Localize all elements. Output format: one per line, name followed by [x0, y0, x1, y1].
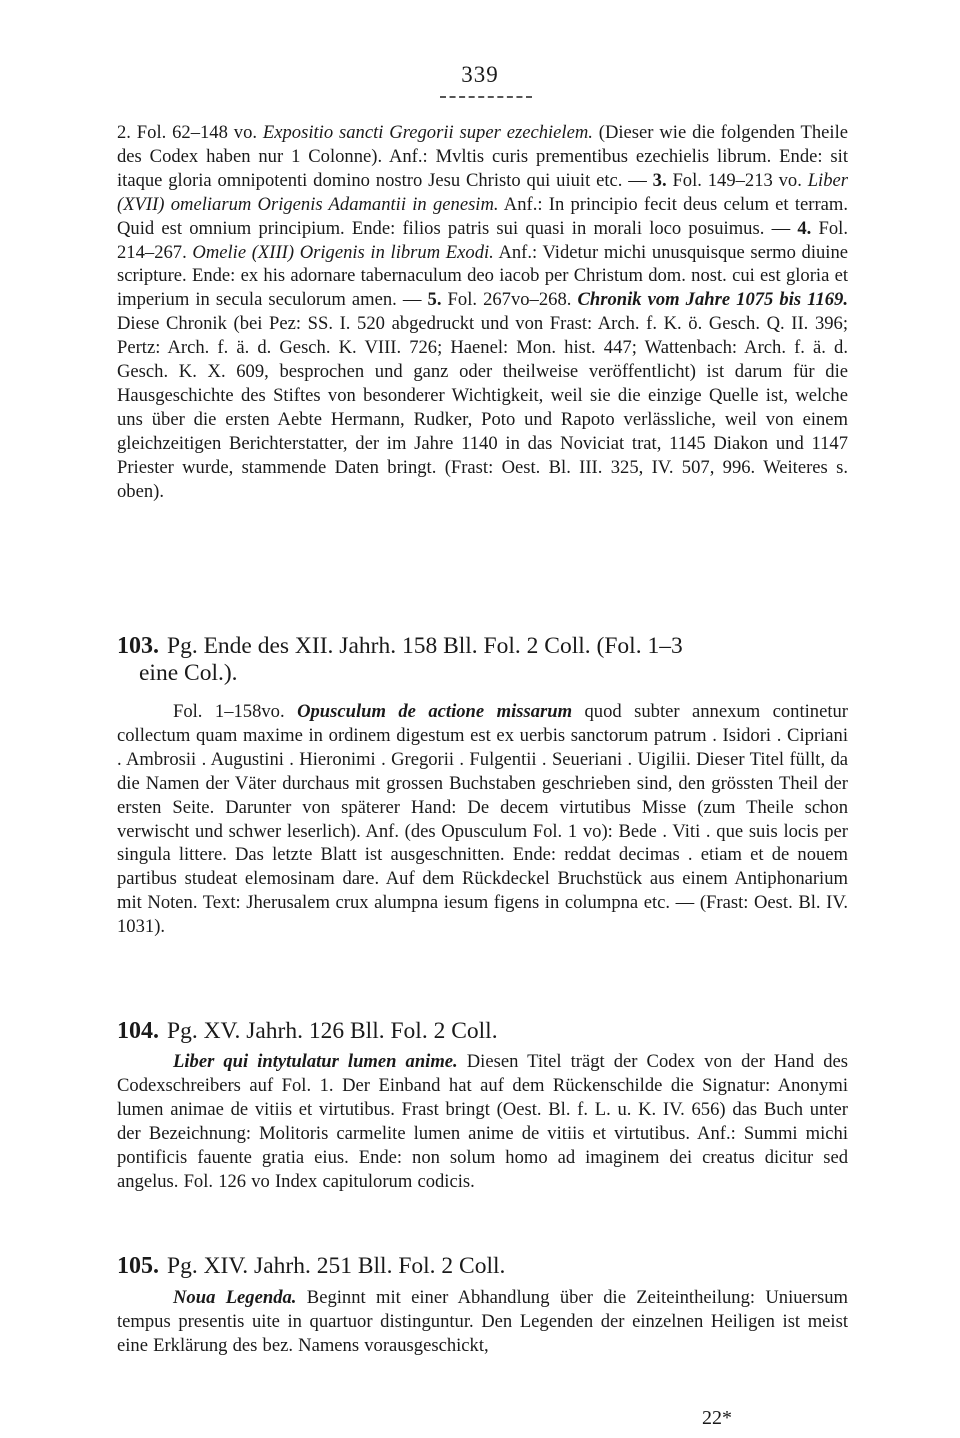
italic-title-run: Omelie (XIII) Origenis in librum Exodi.	[192, 241, 494, 263]
bold-italic-title-run: Noua Legenda.	[173, 1287, 297, 1308]
text-run: Beginnt mit einer Abhandlung über die Zeiteintheilung: Uniuersum tempus presentis uite in quartuor distinguntur. Den Legenden der einzelnen Heiligen ist meist eine Erklärung des bez. Namens vorausgeschickt,	[117, 1287, 849, 1356]
entry-103-body	[117, 700, 848, 939]
entry-body-text	[117, 1286, 848, 1358]
bold-number-run: 4.	[797, 217, 812, 239]
bold-italic-title-run: Opusculum de actione missarum	[297, 701, 573, 722]
text-run: Diesen Titel trägt der Codex von der Hand des Codexschreibers auf Fol. 1. Der Einband hat auf dem Rückenschilde die Signatur: Anonymi lumen animae de vitiis et virtutibus. Frast bringt (Oest. Bl. f. L. u. K. IV. 656) das Buch unter der Bezeichnung: Molitoris carmelite lumen anime de vitiis et virtutibus. Anf.: Summi michi pontificis fauente gratia eius. Ende: non solum homo ad imaginem dei creatus dicitur sed angelus. Fol. 126 vo Index capitulorum codicis.	[117, 1051, 848, 1192]
text-run: Anf.: Videtur michi unusquisque sermo diuine scripture. Ende: ex his adornare tabernaculum deo iacob per Christum dom. nost. cui est gloria et imperium in secula seculorum amen. —	[117, 241, 849, 311]
entry-103-heading	[117, 633, 848, 687]
bold-number-run: 3.	[652, 169, 667, 191]
italic-title-run: Expositio sancti Gregorii super ezechielem.	[262, 122, 593, 143]
entry-number: 103.	[117, 633, 159, 659]
text-run: Fol. 214–267.	[117, 217, 848, 263]
page-number: 339	[461, 62, 499, 87]
text-run: Fol. 149–213 vo.	[666, 169, 808, 191]
text-run: 2. Fol. 62–148 vo.	[117, 122, 263, 143]
entry-105-body	[117, 1286, 848, 1358]
bold-italic-title-run: Chronik vom Jahre 1075 bis 1169.	[577, 289, 848, 311]
entry-heading-text: Pg. Ende des XII. Jahrh. 158 Bll. Fol. 2 Coll. (Fol. 1–3	[167, 633, 683, 659]
entry-number: 104.	[117, 1018, 159, 1044]
text-run: Fol. 1–158vo.	[173, 701, 298, 722]
entry-102-body	[117, 121, 848, 504]
text-run: Fol. 267vo–268.	[441, 289, 578, 311]
text-run: quod subter annexum continetur collectum quam maxime in ordinem digestum est ex uerbis sanctorum patrum . Isidori . Cipriani . Ambrosii . Augustini . Hieronimi . Gregorii . Fulgentii . Seueriani . Uigilii. Dieser Titel füllt, da die Namen der Väter durchaus mit grossen Buchstaben geschrieben sind, den grössten Theil der ersten Seite. Darunter von späterer Hand: De decem virtutibus Misse (zum Theile schon verwischt und schwer leserlich). Anf. (des Opusculum Fol. 1 vo): Bede . Viti . que suis locis per singula littere. Das letzte Blatt ist ausgeschnitten. Ende: reddat decimas . etiam et de nouem partibus studeat elemosinam dare. Auf dem Rückdeckel Bruchstück aus einem Antiphonarium mit Noten. Text: Jherusalem crux alumpna iesum figens in columpna etc. — (Frast: Oest. Bl. IV. 1031).	[117, 701, 848, 938]
entry-104-heading	[117, 1018, 848, 1045]
text-run: (Dieser wie die folgenden Theile des Codex haben nur 1 Colonne). Anf.: Mvltis curis prementibus ezechielis librum. Ende: sit itaque gloria omnipotenti domino nostro Jesu Christo qui uiuit etc. —	[117, 122, 849, 191]
entry-heading-text: Pg. XIV. Jahrh. 251 Bll. Fol. 2 Coll.	[167, 1253, 506, 1279]
signature-mark: 22*	[702, 1407, 732, 1429]
entry-105-heading	[117, 1253, 848, 1280]
entry-104-body	[117, 1050, 848, 1193]
bold-number-run: 5.	[427, 289, 442, 311]
entry-body-text	[117, 700, 848, 939]
entry-body-text	[117, 1050, 848, 1193]
entry-102-continued	[117, 121, 848, 504]
entry-heading-continuation: eine Col.).	[139, 660, 238, 686]
text-run: Anf.: In principio fecit deus celum et terram. Quid est omnium principium. Ende: filios patris sui quasi in morali loco posuimus. —	[117, 193, 849, 239]
text-run: Diese Chronik (bei Pez: SS. I. 520 abgedruckt und von Frast: Arch. f. K. ö. Gesch. Q. II. 396; Pertz: Arch. f. ä. d. Gesch. K. VIII. 726; Haenel: Mon. hist. 447; Wattenbach: Arch. f. ä. d. Gesch. K. X. 609, besprochen und ganz oder theilweise veröffentlicht) ist darum für die Hausgeschichte des Stiftes von besonderer Wichtigkeit, weil sie die einzige Quelle ist, welche uns über die ersten Aebte Hermann, Rudker, Poto und Rapoto verlässliche, weil von einem gleichzeitigen Berichterstatter, der im Jahre 1140 in das Noviciat trat, 1145 Diakon und 1147 Priester wurde, stammende Daten bringt. (Frast: Oest. Bl. III. 325, IV. 507, 996. Weiteres s. oben).	[117, 313, 848, 502]
header-rule	[440, 96, 532, 98]
bold-italic-title-run: Liber qui intytulatur lumen anime.	[173, 1051, 458, 1072]
entry-number: 105.	[117, 1253, 159, 1279]
italic-title-run: Liber (XVII) omeliarum Origenis Adamantii in genesim.	[117, 169, 849, 215]
entry-heading-text: Pg. XV. Jahrh. 126 Bll. Fol. 2 Coll.	[167, 1018, 498, 1044]
